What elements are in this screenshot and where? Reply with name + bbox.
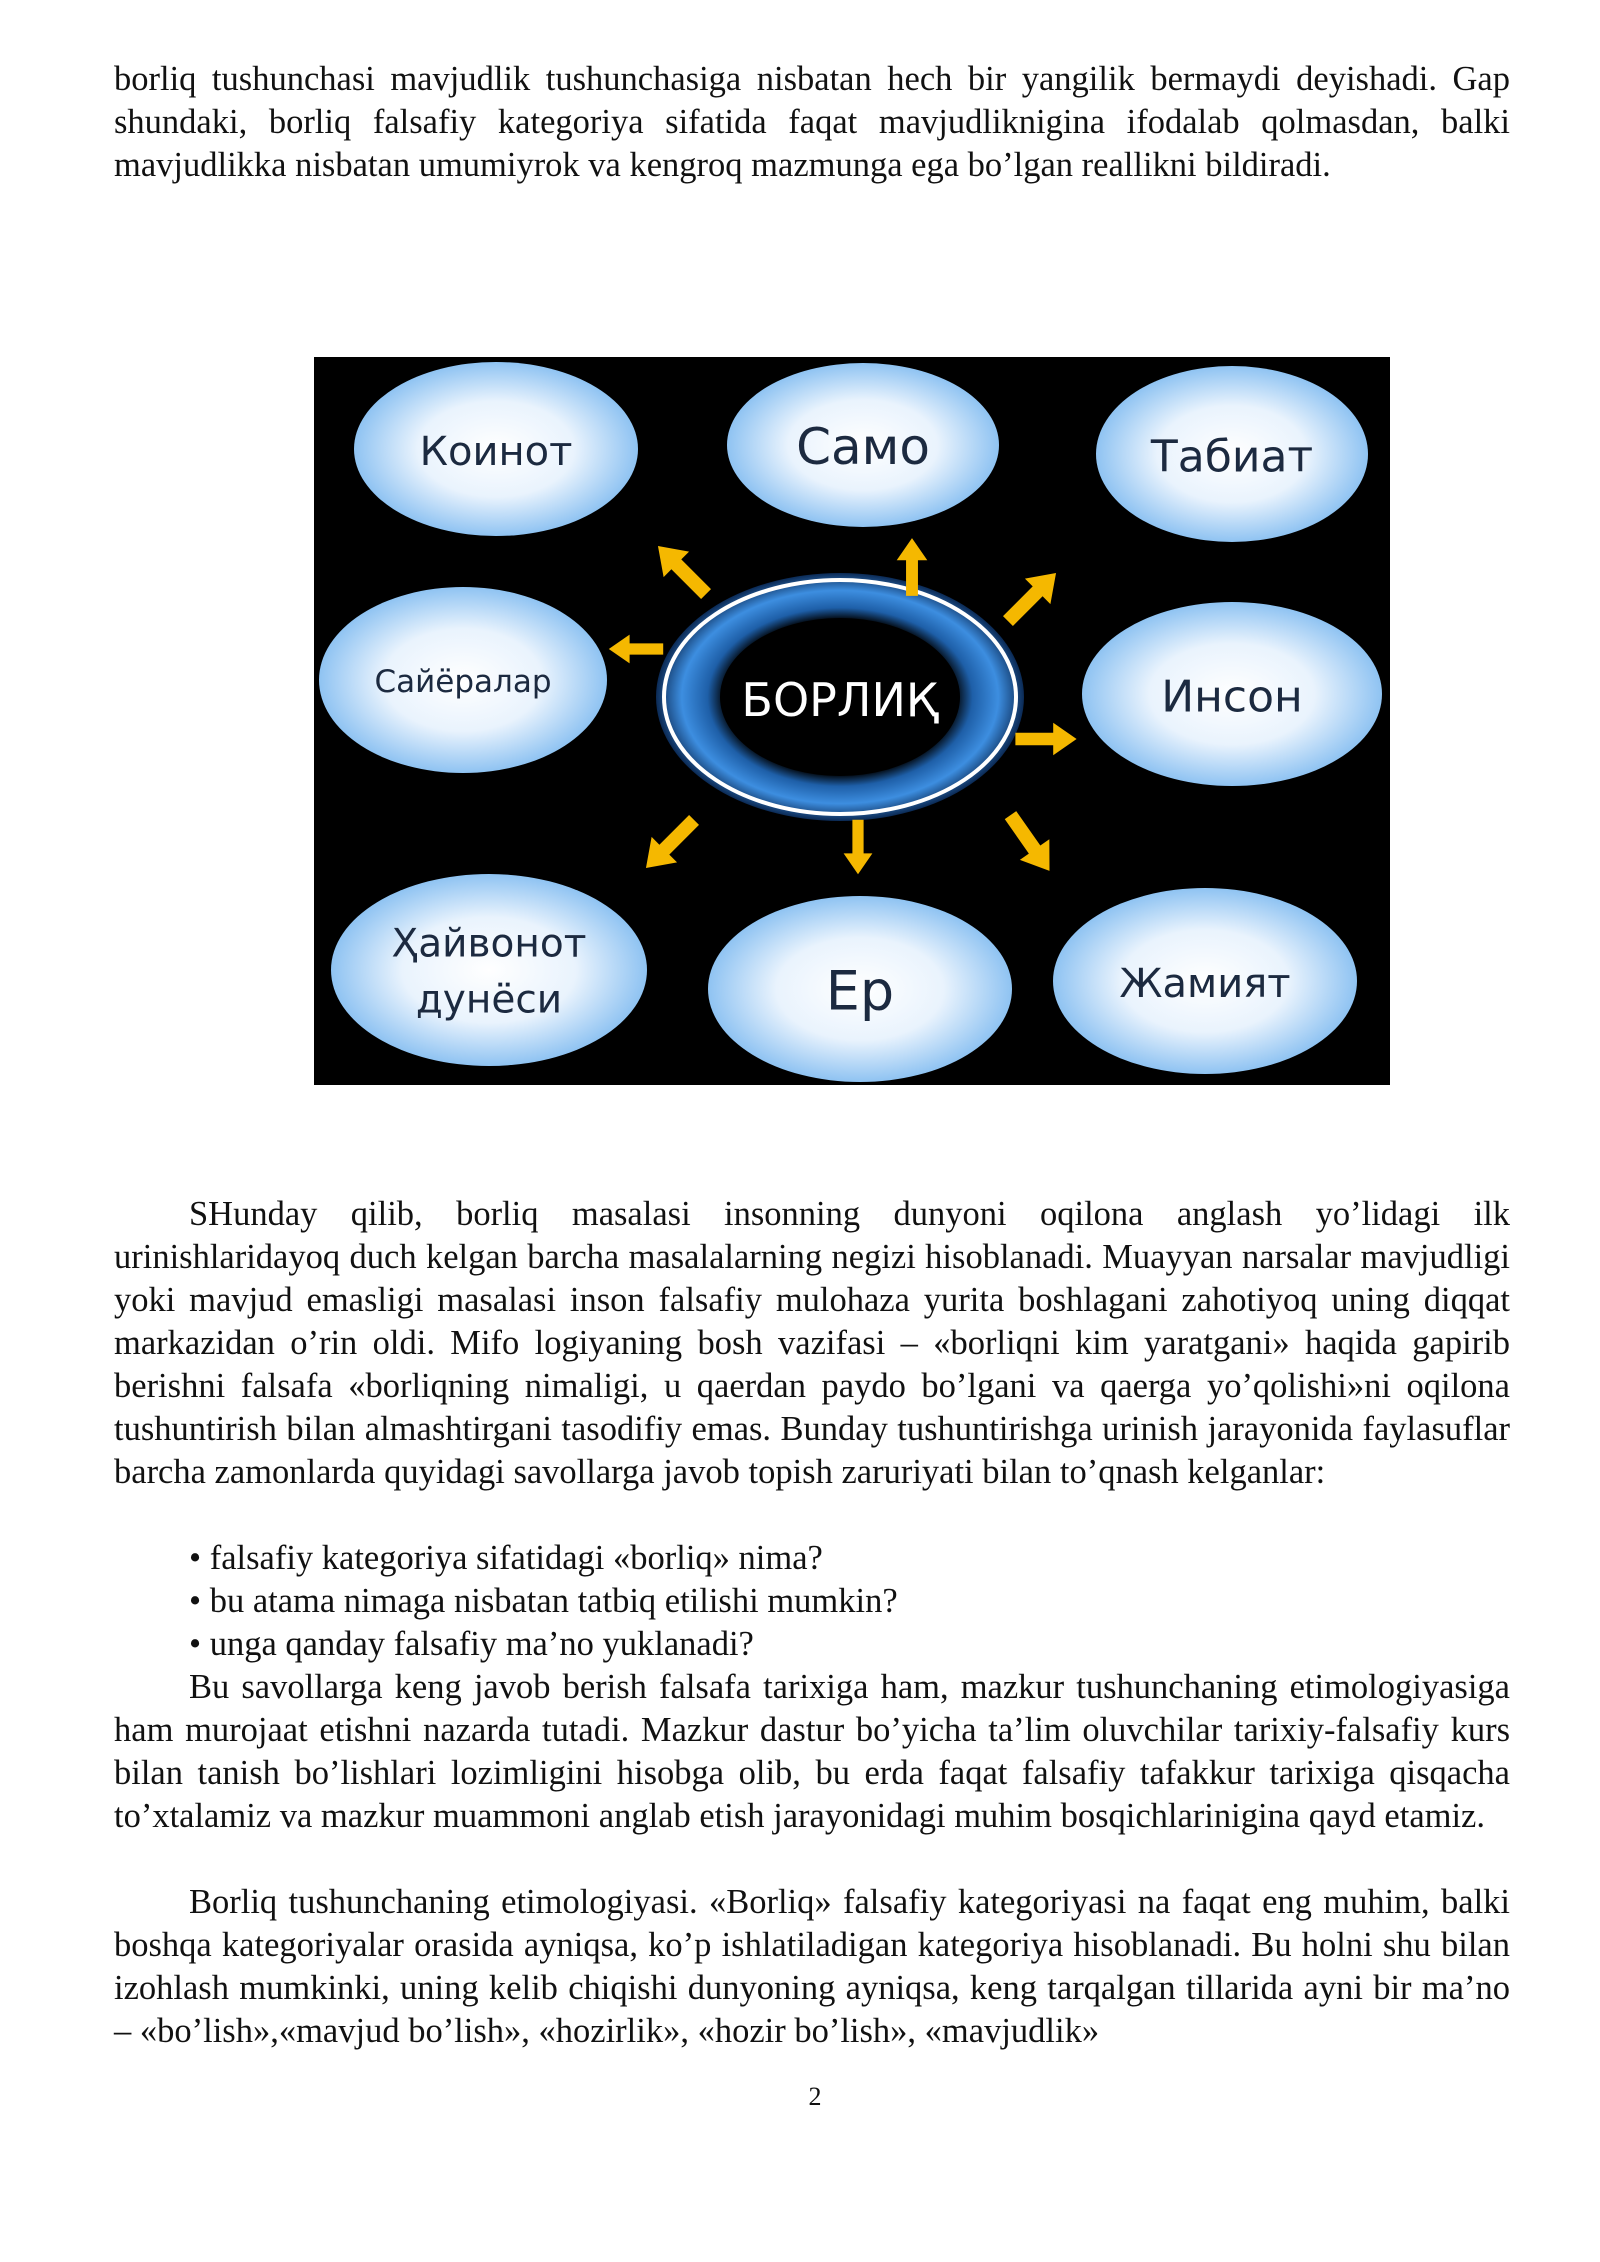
- page-number: 2: [808, 2082, 822, 2111]
- bullet-item: • bu atama nimaga nisbatan tatbiq etilishi mumkin?: [189, 1582, 898, 1620]
- paragraph-2: Bu savollarga keng javob berish falsafa tarixiga ham, mazkur tushunchaning etimologiyasiga ham murojaat etishni nazarda tutadi. Mazkur dastur bo’yicha ta’lim oluvchilar tarixiy-falsafiy kurs bilan tanish bo’lishlari lozimligini hisobga olib, bu erda faqat falsafiy tafakkur tarixiga qisqacha to’xtalamiz va mazkur muammoni anglab etish jarayonidagi muhim bosqichlarinigina qayd etamiz.: [114, 1668, 1510, 1835]
- node-hayvonot-label-2: дунёси: [415, 977, 563, 1023]
- node-sayyoralar-label: Сайёралар: [374, 664, 552, 700]
- node-samo-label: Само: [796, 418, 930, 476]
- paragraph-1: SHunday qilib, borliq masalasi insonning dunyoni oqilona anglash yo’lidagi ilk urinishlaridayoq duch kelgan barcha masalalarning negizi hisoblanadi. Muayyan narsalar mavjudligi yoki mavjud emasligi masalasi inson falsafiy mulohaza yurita boshlagani zahotiyoq uning diqqat markazidan o’rin oldi. Mifo logiyaning bosh vazifasi – «borliqni kim yaratgani» haqida gapirib berishni falsafa «borliqning nimaligi, u qaerdan paydo bo’lgani va qaerga yo’qolishi»ni oqilona tushuntirish bilan almashtirgani tasodifiy emas. Bunday tushuntirishga urinish jarayonida faylasuflar barcha zamonlarda quyidagi savollarga javob topish zaruriyati bilan to’qnash kelganlar:: [114, 1195, 1510, 1491]
- center-node: [656, 573, 1024, 821]
- node-koinot: [354, 362, 638, 536]
- bullet-item: • falsafiy kategoriya sifatidagi «borliq» nima?: [189, 1539, 823, 1577]
- node-tabiat: [1096, 366, 1368, 542]
- node-sayyoralar: [319, 587, 607, 773]
- bullet-item: • unga qanday falsafiy ma’no yuklanadi?: [189, 1625, 754, 1663]
- node-inson-label: Инсон: [1161, 671, 1303, 723]
- borliq-diagram: [314, 357, 1390, 1085]
- node-tabiat-label: Табиат: [1150, 431, 1314, 483]
- paragraph-3: Borliq tushunchaning etimologiyasi. «Borliq» falsafiy kategoriyasi na faqat eng muhim, balki boshqa kategoriyalar orasida ayniqsa, ko’p ishlatiladigan kategoriya hisoblanadi. Bu holni shu bilan izohlash mumkinki, uning kelib chiqishi dunyoning ayniqsa, keng tarqalgan tillarida ayni bir ma’no – «bo’lish»,«mavjud bo’lish», «hozirlik», «hozir bo’lish», «mavjudlik»: [114, 1883, 1510, 2050]
- node-inson: [1082, 602, 1382, 786]
- node-hayvonot-label-1: Ҳайвонот: [391, 921, 587, 967]
- node-er-label: Ер: [825, 959, 895, 1023]
- node-jamiyat-label: Жамият: [1119, 961, 1291, 1007]
- top-paragraph: borliq tushunchasi mavjudlik tushunchasiga nisbatan hech bir yangilik bermaydi deyishadi. Gap shundaki, borliq falsafiy kategoriya sifatida faqat mavjudliknigina ifodalab qolmasdan, balki mavjudlikka nisbatan umumiyrok va kengroq mazmunga ega bo’lgan reallikni bildiradi.: [114, 60, 1510, 184]
- node-samo: [727, 363, 999, 527]
- bullet-list: [189, 1537, 1510, 1666]
- node-koinot-label: Коинот: [419, 429, 573, 475]
- center-label: БОРЛИҚ: [741, 673, 939, 727]
- node-hayvonot: [331, 874, 647, 1066]
- node-er: [708, 896, 1012, 1082]
- node-jamiyat: [1053, 888, 1357, 1074]
